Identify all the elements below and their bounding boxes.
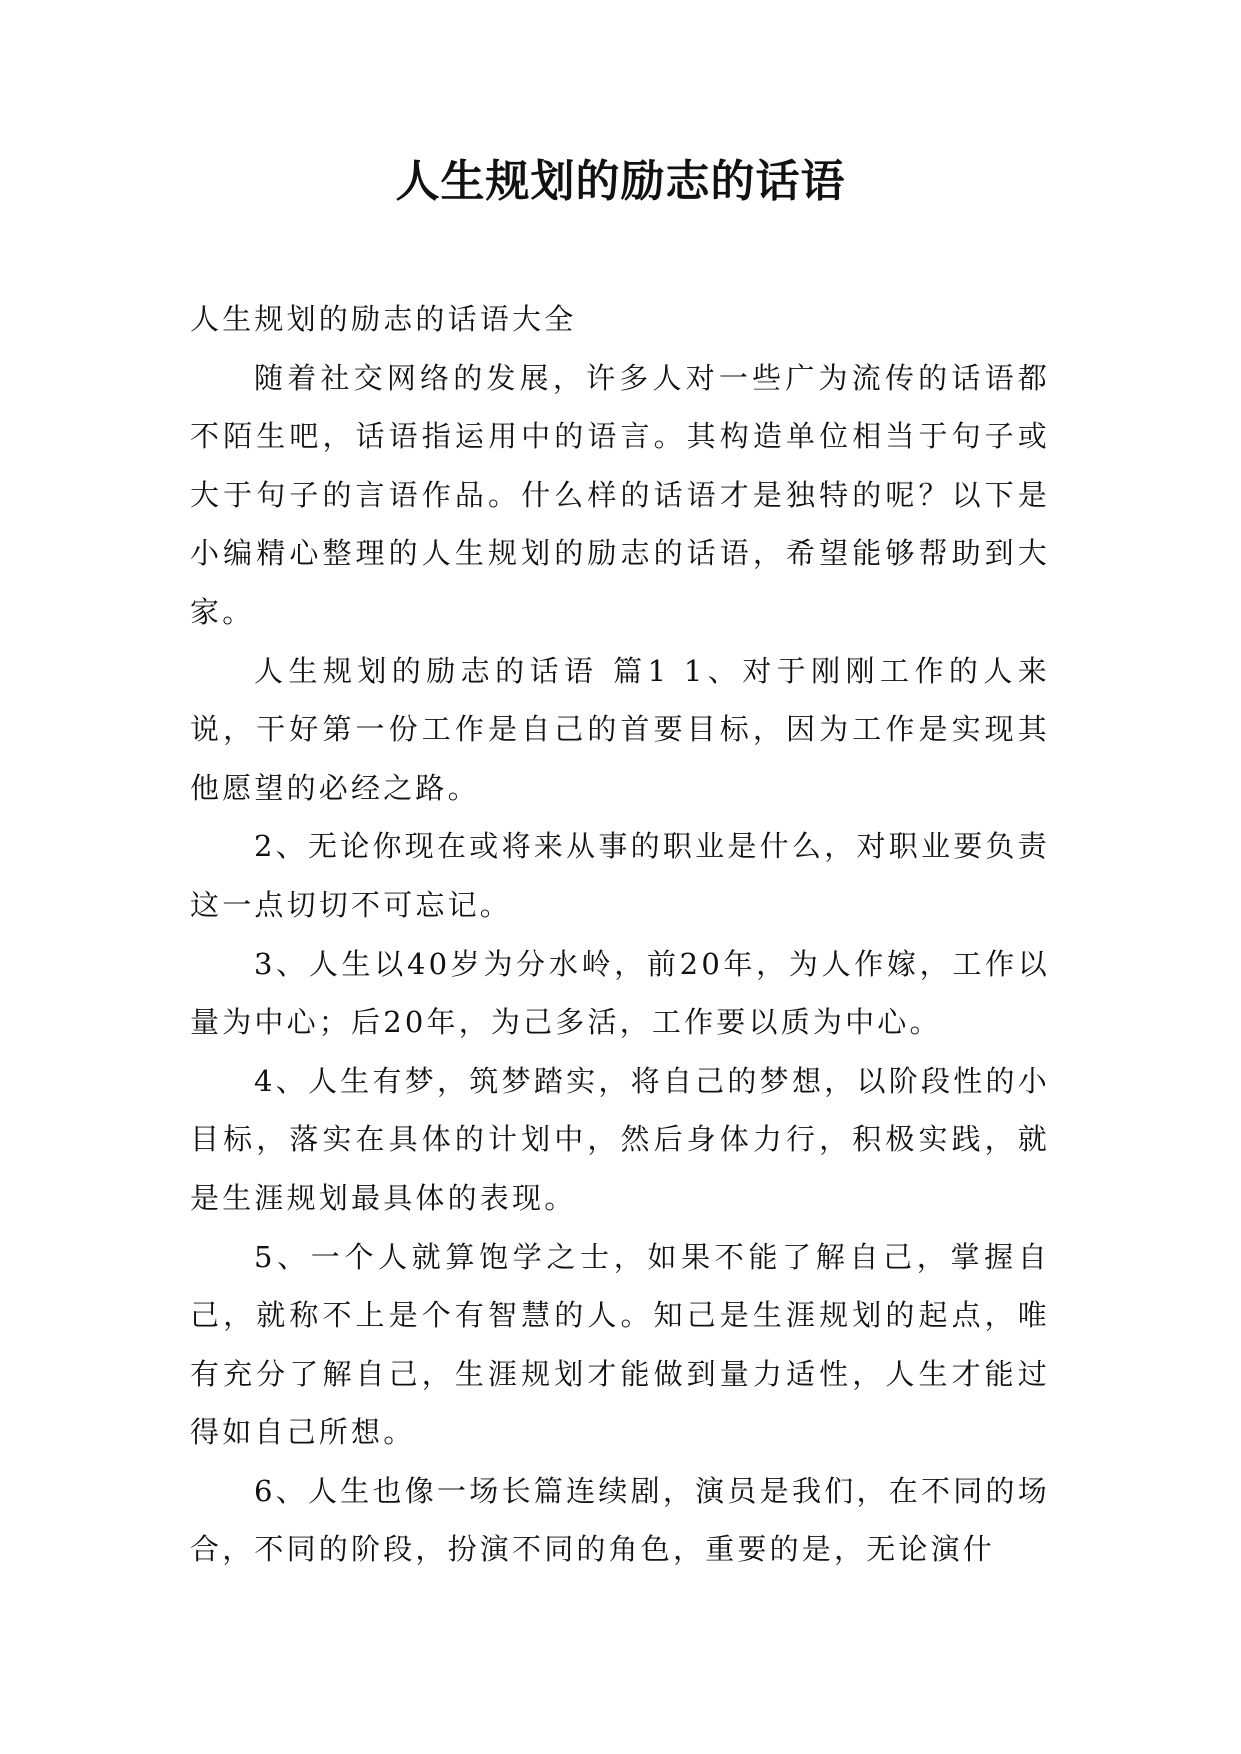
document-body	[190, 290, 1050, 1579]
document-subtitle: 人生规划的励志的话语大全	[190, 302, 577, 336]
paragraph-item-5: 5、一个人就算饱学之士，如果不能了解自己，掌握自己，就称不上是个有智慧的人。知己是生涯规划的起点，唯有充分了解自己，生涯规划才能做到量力适性，人生才能过得如自己所想。	[190, 1239, 1050, 1450]
paragraph-intro: 随着社交网络的发展，许多人对一些广为流传的话语都不陌生吧，话语指运用中的语言。其构造单位相当于句子或大于句子的言语作品。什么样的话语才是独特的呢？以下是小编精心整理的人生规划的励志的话语，希望能够帮助到大家。	[190, 360, 1050, 629]
paragraph-item-6: 6、人生也像一场长篇连续剧，演员是我们，在不同的场合，不同的阶段，扮演不同的角色，重要的是，无论演什	[190, 1473, 1050, 1567]
document-title: 人生规划的励志的话语	[395, 156, 846, 207]
paragraph-item-3: 3、人生以40岁为分水岭，前20年，为人作嫁，工作以量为中心；后20年，为己多活，工作要以质为中心。	[190, 946, 1050, 1040]
paragraph-item-4: 4、人生有梦，筑梦踏实，将自己的梦想，以阶段性的小目标，落实在具体的计划中，然后身体力行，积极实践，就是生涯规划最具体的表现。	[190, 1063, 1050, 1215]
paragraph-item-2: 2、无论你现在或将来从事的职业是什么，对职业要负责这一点切切不可忘记。	[190, 829, 1050, 922]
paragraph-item-1: 人生规划的励志的话语 篇1 1、对于刚刚工作的人来说，干好第一份工作是自己的首要目标，因为工作是实现其他愿望的必经之路。	[190, 653, 1050, 805]
